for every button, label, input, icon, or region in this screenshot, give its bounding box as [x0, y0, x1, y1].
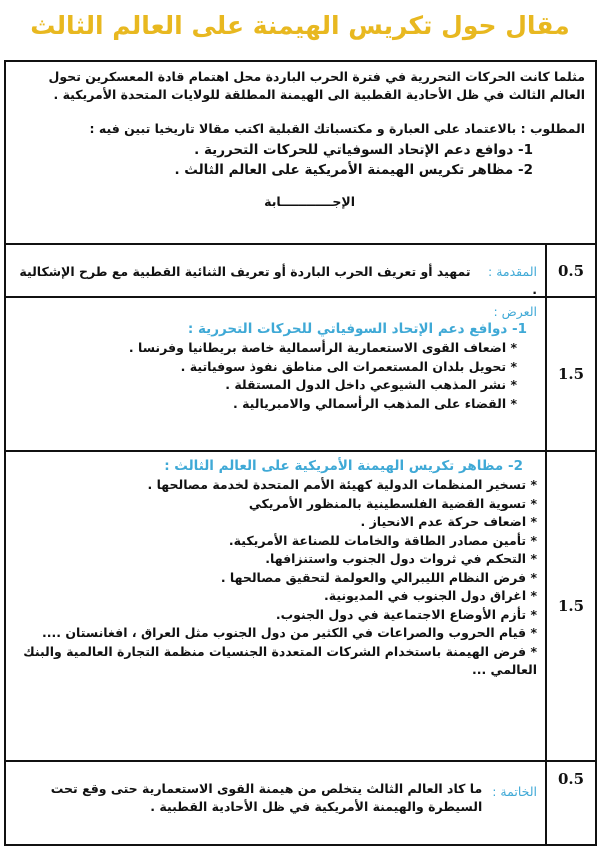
body-label: العرض : — [493, 304, 537, 319]
list-item: * تسخير المنظمات الدولية كهيئة الأمم المتحدة لخدمة مصالحها . — [147, 477, 537, 492]
answer-row-introduction — [4, 243, 597, 298]
body-part2-content — [6, 452, 545, 760]
answer-row-body-part1 — [4, 298, 597, 452]
list-item: * اغراق دول الجنوب في المديونية. — [324, 588, 537, 603]
score-cell: 0.5 — [545, 245, 595, 296]
page-title: مقال حول تكريس الهيمنة على العالم الثالث — [30, 11, 570, 40]
list-item: * القضاء على المذهب الرأسمالي والامبريالية . — [232, 395, 517, 411]
list-item: * نشر المذهب الشيوعي داخل الدول المستقلة . — [225, 377, 517, 392]
list-item: * اضعاف القوى الاستعمارية الرأسمالية خاصة بريطانيا وفرنسا . — [128, 340, 517, 355]
score-cell: 0.5 — [545, 762, 595, 844]
body-part1-content — [6, 298, 545, 450]
question-statement: مثلما كانت الحركات التحررية في فترة الحرب الباردة محل اهتمام قادة المعسكرين تحول العالم الثالث في ظل الأحادية القطبية الى الهيمنة المطلقة للولايات المتحدة الأمريكية . — [48, 69, 585, 102]
list-item: * تسوية القضية الفلسطينية بالمنظور الأمريكي — [248, 495, 537, 511]
question-item: 1- دوافع دعم الإتحاد السوفياتي للحركات التحررية . — [194, 142, 533, 158]
answer-row-body-part2 — [4, 452, 597, 762]
body-part1-list — [14, 339, 517, 413]
conclusion-text: ما كاد العالم الثالث يتخلص من هيمنة القوى الاستعمارية حتى وقع تحت السيطرة والهيمنة الأمريكية في ظل الأحادية القطبية . — [50, 781, 483, 814]
conclusion-content — [6, 762, 545, 844]
question-items — [16, 140, 533, 180]
list-item: * تأمين مصادر الطاقة والخامات للصناعة الأمريكية. — [228, 532, 537, 548]
introduction-content — [6, 245, 545, 296]
answer-heading: الإجــــــــــــابة — [264, 194, 355, 209]
list-item: * التحكم في ثروات دول الجنوب واستنزافها. — [265, 551, 537, 566]
list-item: * اضعاف حركة عدم الانحياز . — [360, 514, 537, 529]
question-box — [4, 60, 597, 245]
list-item: * قيام الحروب والصراعات في الكثير من دول الجنوب مثل العراق ، افغانستان .... — [42, 625, 537, 640]
body-part2-heading: 2- مظاهر تكريس الهيمنة الأمريكية على العالم الثالث : — [164, 458, 523, 474]
body-part2-list — [14, 476, 537, 680]
list-item: * فرض الهيمنة باستخدام الشركات المتعددة الجنسيات منظمة التجارة العالمية والبنك العالمي ... — [23, 643, 537, 677]
answer-row-conclusion — [4, 762, 597, 846]
question-item: 2- مظاهر تكريس الهيمنة الأمريكية على العالم الثالث . — [174, 162, 533, 178]
question-task: المطلوب : بالاعتماد على العبارة و مكتسباتك القبلية اكتب مقالا تاريخيا تبين فيه : — [89, 121, 585, 136]
score-cell: 1.5 — [545, 298, 595, 450]
body-part1-heading: 1- دوافع دعم الإتحاد السوفياتي للحركات التحررية : — [187, 321, 527, 337]
list-item: * فرض النظام الليبرالي والعولمة لتحقيق مصالحها . — [220, 569, 537, 585]
introduction-text: تمهيد أو تعريف الحرب الباردة أو تعريف الثنائية القطبية مع طرح الإشكالية . — [19, 264, 537, 297]
list-item: * تحويل بلدان المستعمرات الى مناطق نفوذ سوفياتية . — [180, 358, 517, 374]
introduction-label: المقدمة : — [488, 264, 537, 279]
score-cell: 1.5 — [545, 452, 595, 760]
list-item: * تأزم الأوضاع الاجتماعية في دول الجنوب. — [275, 606, 537, 622]
conclusion-label: الخاتمة : — [492, 784, 537, 799]
